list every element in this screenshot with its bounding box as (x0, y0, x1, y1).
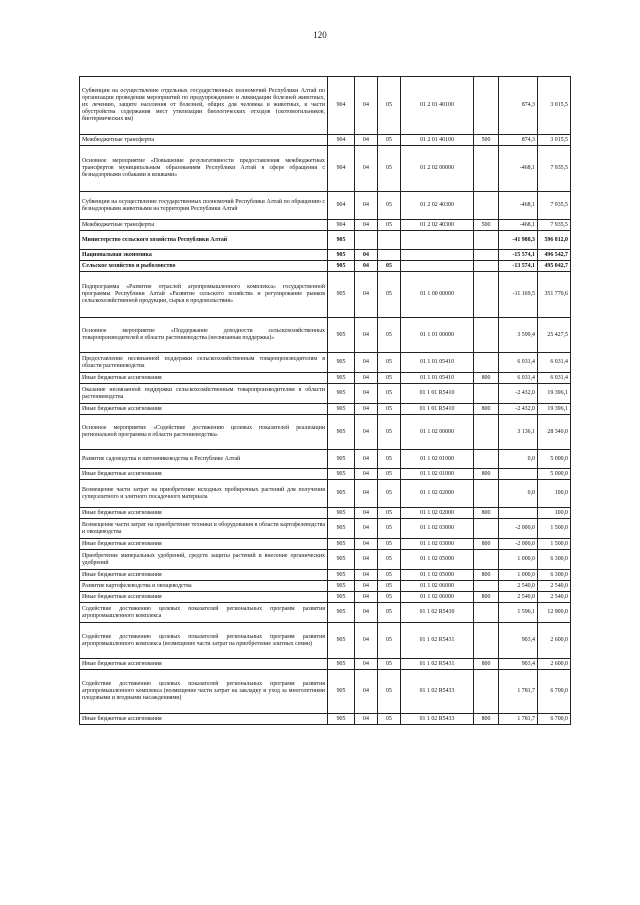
row-subsection: 05 (378, 450, 401, 469)
row-subsection: 05 (378, 670, 401, 714)
row-subsection: 05 (378, 570, 401, 581)
row-change-amount: -468,1 (499, 146, 538, 192)
table-row (80, 480, 571, 508)
row-total-amount: 2 600,0 (538, 659, 571, 670)
row-name: Субвенции на осуществление государственных полномочий Республики Алтай по обращению с безнадзорными животными на территории Республики Алтай (80, 192, 328, 220)
row-expense-type: 800 (474, 373, 499, 384)
row-expense-type: 800 (474, 404, 499, 415)
table-row (80, 404, 571, 415)
row-target-article: 01 1 02 R5433 (401, 714, 474, 725)
table-row (80, 570, 571, 581)
row-change-amount: 2 540,0 (499, 592, 538, 603)
row-grbs: 904 (328, 220, 355, 231)
row-change-amount: -41 988,3 (499, 231, 538, 250)
row-name: Иные бюджетные ассигнования (80, 508, 328, 519)
row-subsection: 05 (378, 581, 401, 592)
row-total-amount: 12 900,0 (538, 603, 571, 623)
row-subsection: 05 (378, 539, 401, 550)
row-target-article: 01 1 02 01000 (401, 450, 474, 469)
row-total-amount: 5 000,0 (538, 469, 571, 480)
row-section: 04 (355, 714, 378, 725)
row-expense-type: 800 (474, 508, 499, 519)
row-target-article: 01 2 01 40100 (401, 77, 474, 135)
row-section: 04 (355, 581, 378, 592)
budget-table-body (80, 77, 571, 725)
row-change-amount: -2 000,0 (499, 519, 538, 539)
row-name: Содействие достижению целевых показателей региональных программ развития агропромышленного комплекса (возмещение части затрат на закладку и уход за многолетними плодовыми и ягодными насаждениями) (80, 670, 328, 714)
row-grbs: 905 (328, 384, 355, 404)
table-row (80, 373, 571, 384)
row-section: 04 (355, 220, 378, 231)
row-name: Межбюджетные трансферты (80, 220, 328, 231)
row-subsection: 05 (378, 714, 401, 725)
row-change-amount: 2 540,0 (499, 581, 538, 592)
table-row (80, 550, 571, 570)
row-target-article: 01 1 02 R5431 (401, 659, 474, 670)
row-section: 04 (355, 77, 378, 135)
row-change-amount: -11 169,5 (499, 272, 538, 318)
row-subsection: 05 (378, 519, 401, 539)
row-name: Иные бюджетные ассигнования (80, 469, 328, 480)
row-subsection: 05 (378, 77, 401, 135)
row-grbs: 905 (328, 272, 355, 318)
row-change-amount: 6 031,4 (499, 373, 538, 384)
row-name: Иные бюджетные ассигнования (80, 592, 328, 603)
row-section: 04 (355, 272, 378, 318)
row-grbs: 905 (328, 550, 355, 570)
row-name: Развитие садоводства и питомниководства в Республике Алтай (80, 450, 328, 469)
row-name: Возмещение части затрат на приобретение техники и оборудования в области картофелеводства и овощеводства (80, 519, 328, 539)
row-target-article: 01 1 02 03000 (401, 539, 474, 550)
row-grbs: 905 (328, 519, 355, 539)
row-grbs: 904 (328, 192, 355, 220)
row-expense-type: 800 (474, 714, 499, 725)
row-grbs: 905 (328, 404, 355, 415)
row-section: 04 (355, 146, 378, 192)
row-subsection: 05 (378, 550, 401, 570)
row-expense-type (474, 250, 499, 261)
row-name: Иные бюджетные ассигнования (80, 570, 328, 581)
row-subsection: 05 (378, 603, 401, 623)
row-subsection: 05 (378, 659, 401, 670)
row-section: 04 (355, 480, 378, 508)
row-target-article: 01 2 02 40300 (401, 192, 474, 220)
row-total-amount: 2 540,0 (538, 581, 571, 592)
row-grbs: 905 (328, 250, 355, 261)
row-expense-type (474, 603, 499, 623)
row-expense-type (474, 581, 499, 592)
row-change-amount: 874,3 (499, 77, 538, 135)
row-target-article: 01 1 02 02000 (401, 508, 474, 519)
row-subsection: 05 (378, 480, 401, 508)
row-change-amount: 0,0 (499, 480, 538, 508)
row-subsection: 05 (378, 415, 401, 450)
row-change-amount: 1 781,7 (499, 714, 538, 725)
row-target-article: 01 1 02 00000 (401, 415, 474, 450)
row-total-amount: 7 935,5 (538, 220, 571, 231)
row-expense-type (474, 146, 499, 192)
row-expense-type (474, 519, 499, 539)
row-grbs: 905 (328, 353, 355, 373)
table-row (80, 135, 571, 146)
row-target-article: 01 1 02 06000 (401, 581, 474, 592)
table-row (80, 192, 571, 220)
row-name: Межбюджетные трансферты (80, 135, 328, 146)
row-grbs: 905 (328, 480, 355, 508)
row-expense-type: 500 (474, 135, 499, 146)
row-expense-type: 800 (474, 592, 499, 603)
row-change-amount: 3 136,1 (499, 415, 538, 450)
table-row (80, 261, 571, 272)
row-target-article (401, 261, 474, 272)
row-section: 04 (355, 135, 378, 146)
row-grbs: 905 (328, 415, 355, 450)
row-subsection: 05 (378, 404, 401, 415)
row-section: 04 (355, 250, 378, 261)
row-name: Развитие картофелеводства и овощеводства (80, 581, 328, 592)
row-total-amount: 2 540,0 (538, 592, 571, 603)
row-expense-type (474, 353, 499, 373)
row-target-article: 01 1 01 R5410 (401, 384, 474, 404)
row-section: 04 (355, 539, 378, 550)
row-section: 04 (355, 603, 378, 623)
row-grbs: 904 (328, 135, 355, 146)
row-grbs: 905 (328, 592, 355, 603)
row-total-amount: 596 812,0 (538, 231, 571, 250)
row-expense-type (474, 261, 499, 272)
row-grbs: 904 (328, 146, 355, 192)
table-row (80, 146, 571, 192)
row-subsection: 05 (378, 592, 401, 603)
row-expense-type (474, 231, 499, 250)
row-grbs: 905 (328, 469, 355, 480)
row-name: Иные бюджетные ассигнования (80, 404, 328, 415)
row-total-amount: 19 396,1 (538, 404, 571, 415)
table-row (80, 318, 571, 353)
row-change-amount: -2 432,0 (499, 384, 538, 404)
row-target-article: 01 1 02 05000 (401, 570, 474, 581)
row-expense-type (474, 550, 499, 570)
row-change-amount: 1 781,7 (499, 670, 538, 714)
row-name: Иные бюджетные ассигнования (80, 714, 328, 725)
table-row (80, 623, 571, 659)
row-expense-type (474, 384, 499, 404)
row-target-article: 01 1 02 05000 (401, 550, 474, 570)
row-section: 04 (355, 623, 378, 659)
row-grbs: 905 (328, 714, 355, 725)
row-total-amount: 496 542,7 (538, 250, 571, 261)
row-grbs: 905 (328, 623, 355, 659)
row-change-amount: 1 000,0 (499, 550, 538, 570)
row-section: 04 (355, 659, 378, 670)
row-target-article: 01 2 02 00000 (401, 146, 474, 192)
row-total-amount: 1 500,0 (538, 539, 571, 550)
row-grbs: 905 (328, 570, 355, 581)
table-row (80, 415, 571, 450)
row-expense-type (474, 670, 499, 714)
row-total-amount: 351 770,6 (538, 272, 571, 318)
row-total-amount: 100,0 (538, 480, 571, 508)
row-name: Национальная экономика (80, 250, 328, 261)
row-subsection (378, 250, 401, 261)
row-total-amount: 3 015,5 (538, 77, 571, 135)
row-subsection: 05 (378, 192, 401, 220)
row-total-amount: 6 700,0 (538, 714, 571, 725)
row-grbs: 905 (328, 603, 355, 623)
row-target-article: 01 1 02 R5430 (401, 603, 474, 623)
row-section: 04 (355, 373, 378, 384)
row-target-article: 01 1 01 05410 (401, 353, 474, 373)
row-change-amount: -2 432,0 (499, 404, 538, 415)
row-name: Приобретение минеральных удобрений, средств защиты растений и внесение органических удобрений (80, 550, 328, 570)
row-expense-type (474, 318, 499, 353)
row-name: Подпрограмма «Развитие отраслей агропромышленного комплекса» государственной программы Республики Алтай «Развитие сельского хозяйства и регулирование рынков сельскохозяйственной продукции, сырья и продовольствия» (80, 272, 328, 318)
row-section: 04 (355, 318, 378, 353)
row-subsection: 05 (378, 135, 401, 146)
row-subsection: 05 (378, 508, 401, 519)
row-subsection: 05 (378, 623, 401, 659)
row-target-article (401, 250, 474, 261)
row-total-amount: 2 600,0 (538, 623, 571, 659)
table-row (80, 469, 571, 480)
row-change-amount: -15 574,1 (499, 250, 538, 261)
row-target-article: 01 1 01 05410 (401, 373, 474, 384)
row-change-amount: -468,1 (499, 192, 538, 220)
row-section: 04 (355, 519, 378, 539)
row-expense-type (474, 192, 499, 220)
table-row (80, 384, 571, 404)
row-subsection: 05 (378, 384, 401, 404)
table-row (80, 519, 571, 539)
table-row (80, 250, 571, 261)
row-expense-type (474, 623, 499, 659)
row-expense-type (474, 272, 499, 318)
row-target-article: 01 1 02 06000 (401, 592, 474, 603)
row-change-amount (499, 469, 538, 480)
row-total-amount: 6 031,4 (538, 373, 571, 384)
row-target-article: 01 2 02 40300 (401, 220, 474, 231)
row-section: 04 (355, 469, 378, 480)
row-grbs: 905 (328, 508, 355, 519)
row-subsection: 05 (378, 353, 401, 373)
row-grbs: 904 (328, 77, 355, 135)
budget-table (79, 76, 571, 725)
row-name: Иные бюджетные ассигнования (80, 373, 328, 384)
row-change-amount: 903,4 (499, 659, 538, 670)
row-section: 04 (355, 592, 378, 603)
table-row (80, 659, 571, 670)
table-row (80, 353, 571, 373)
row-target-article (401, 231, 474, 250)
row-subsection: 05 (378, 146, 401, 192)
table-row (80, 714, 571, 725)
row-total-amount: 7 935,5 (538, 146, 571, 192)
table-row (80, 231, 571, 250)
row-total-amount: 6 300,0 (538, 570, 571, 581)
row-change-amount: 874,3 (499, 135, 538, 146)
row-expense-type: 800 (474, 659, 499, 670)
row-total-amount: 6 031,4 (538, 353, 571, 373)
row-name: Содействие достижению целевых показателей региональных программ развития агропромышленного комплекса (возмещение части затрат на приобретение элитных семян) (80, 623, 328, 659)
row-grbs: 905 (328, 670, 355, 714)
row-grbs: 905 (328, 450, 355, 469)
row-name: Содействие достижению целевых показателей региональных программ развития агропромышленного комплекса (80, 603, 328, 623)
row-expense-type (474, 415, 499, 450)
row-section: 04 (355, 670, 378, 714)
row-expense-type (474, 77, 499, 135)
row-grbs: 905 (328, 373, 355, 384)
row-name: Министерство сельского хозяйства Республики Алтай (80, 231, 328, 250)
row-section: 04 (355, 415, 378, 450)
row-change-amount: -2 000,0 (499, 539, 538, 550)
table-row (80, 272, 571, 318)
row-target-article: 01 1 00 00000 (401, 272, 474, 318)
row-target-article: 01 1 01 00000 (401, 318, 474, 353)
row-grbs: 905 (328, 539, 355, 550)
row-subsection: 05 (378, 373, 401, 384)
table-row (80, 450, 571, 469)
row-total-amount: 5 000,0 (538, 450, 571, 469)
row-section: 04 (355, 570, 378, 581)
row-target-article: 01 1 01 R5410 (401, 404, 474, 415)
table-row (80, 581, 571, 592)
row-expense-type: 800 (474, 539, 499, 550)
row-name: Иные бюджетные ассигнования (80, 659, 328, 670)
table-row (80, 77, 571, 135)
row-grbs: 905 (328, 581, 355, 592)
row-subsection: 05 (378, 220, 401, 231)
row-subsection: 05 (378, 272, 401, 318)
row-grbs: 905 (328, 659, 355, 670)
row-name: Основное мероприятие «Повышение результативности предоставления межбюджетных трансфертов муниципальным образованиям Республики Алтай в сфере обращения с безнадзорными собаками и кошками» (80, 146, 328, 192)
row-subsection: 05 (378, 469, 401, 480)
row-section: 04 (355, 450, 378, 469)
row-name: Основное мероприятие «Поддержание доходности сельскохозяйственных товаропроизводителей в области растениеводства (несвязанная поддержка)» (80, 318, 328, 353)
row-section: 04 (355, 192, 378, 220)
row-change-amount: 6 031,4 (499, 353, 538, 373)
table-row (80, 220, 571, 231)
row-section: 04 (355, 550, 378, 570)
row-total-amount: 28 340,0 (538, 415, 571, 450)
row-section: 04 (355, 353, 378, 373)
row-total-amount: 100,0 (538, 508, 571, 519)
row-target-article: 01 1 02 R5431 (401, 623, 474, 659)
row-target-article: 01 1 02 03000 (401, 519, 474, 539)
row-total-amount: 6 700,0 (538, 670, 571, 714)
row-section: 04 (355, 404, 378, 415)
page-number: 120 (313, 30, 327, 40)
row-section (355, 231, 378, 250)
row-subsection: 05 (378, 318, 401, 353)
row-change-amount: -13 574,1 (499, 261, 538, 272)
row-total-amount: 25 427,5 (538, 318, 571, 353)
table-row (80, 592, 571, 603)
row-grbs: 905 (328, 318, 355, 353)
row-subsection: 05 (378, 261, 401, 272)
row-change-amount (499, 508, 538, 519)
row-target-article: 01 1 02 R5433 (401, 670, 474, 714)
row-target-article: 01 2 01 40100 (401, 135, 474, 146)
row-name: Основное мероприятие «Содействие достижению целевых показателей реализации региональной программы в области растениеводства» (80, 415, 328, 450)
row-name: Возмещение части затрат на приобретение исходных пробирочных растений для получения суперэлитного и элитного посадочного материала (80, 480, 328, 508)
row-total-amount: 1 500,0 (538, 519, 571, 539)
row-target-article: 01 1 02 02000 (401, 480, 474, 508)
row-change-amount: 3 599,4 (499, 318, 538, 353)
row-total-amount: 7 935,5 (538, 192, 571, 220)
row-expense-type: 800 (474, 570, 499, 581)
row-total-amount: 19 396,1 (538, 384, 571, 404)
row-section: 04 (355, 384, 378, 404)
table-row (80, 508, 571, 519)
row-total-amount: 6 300,0 (538, 550, 571, 570)
row-subsection (378, 231, 401, 250)
row-name: Сельское хозяйство и рыболовство (80, 261, 328, 272)
row-change-amount: 903,4 (499, 623, 538, 659)
row-name: Предоставление несвязанной поддержки сельскохозяйственным товаропроизводителям в области растениеводства (80, 353, 328, 373)
row-change-amount: -468,1 (499, 220, 538, 231)
row-name: Субвенции на осуществление отдельных государственных полномочий Республики Алтай по организации проведения мероприятий по предупреждению и ликвидации болезней животных, их лечению, защите населения от болезней, общих для человека и животных, в части обустройства содержания мест утилизации биологических отходов (скотомогильников, биотермических ям) (80, 77, 328, 135)
row-name: Иные бюджетные ассигнования (80, 539, 328, 550)
row-change-amount: 1 596,1 (499, 603, 538, 623)
row-name: Оказание несвязанной поддержки сельскохозяйственным товаропроизводителям в области растениеводства (80, 384, 328, 404)
row-expense-type: 800 (474, 469, 499, 480)
table-row (80, 670, 571, 714)
row-expense-type (474, 450, 499, 469)
row-grbs: 905 (328, 261, 355, 272)
table-row (80, 539, 571, 550)
row-total-amount: 495 042,7 (538, 261, 571, 272)
row-expense-type: 500 (474, 220, 499, 231)
row-target-article: 01 1 02 01000 (401, 469, 474, 480)
row-expense-type (474, 480, 499, 508)
table-row (80, 603, 571, 623)
row-change-amount: 0,0 (499, 450, 538, 469)
row-section: 04 (355, 261, 378, 272)
row-grbs: 905 (328, 231, 355, 250)
row-section: 04 (355, 508, 378, 519)
row-total-amount: 3 015,5 (538, 135, 571, 146)
row-change-amount: 1 000,0 (499, 570, 538, 581)
